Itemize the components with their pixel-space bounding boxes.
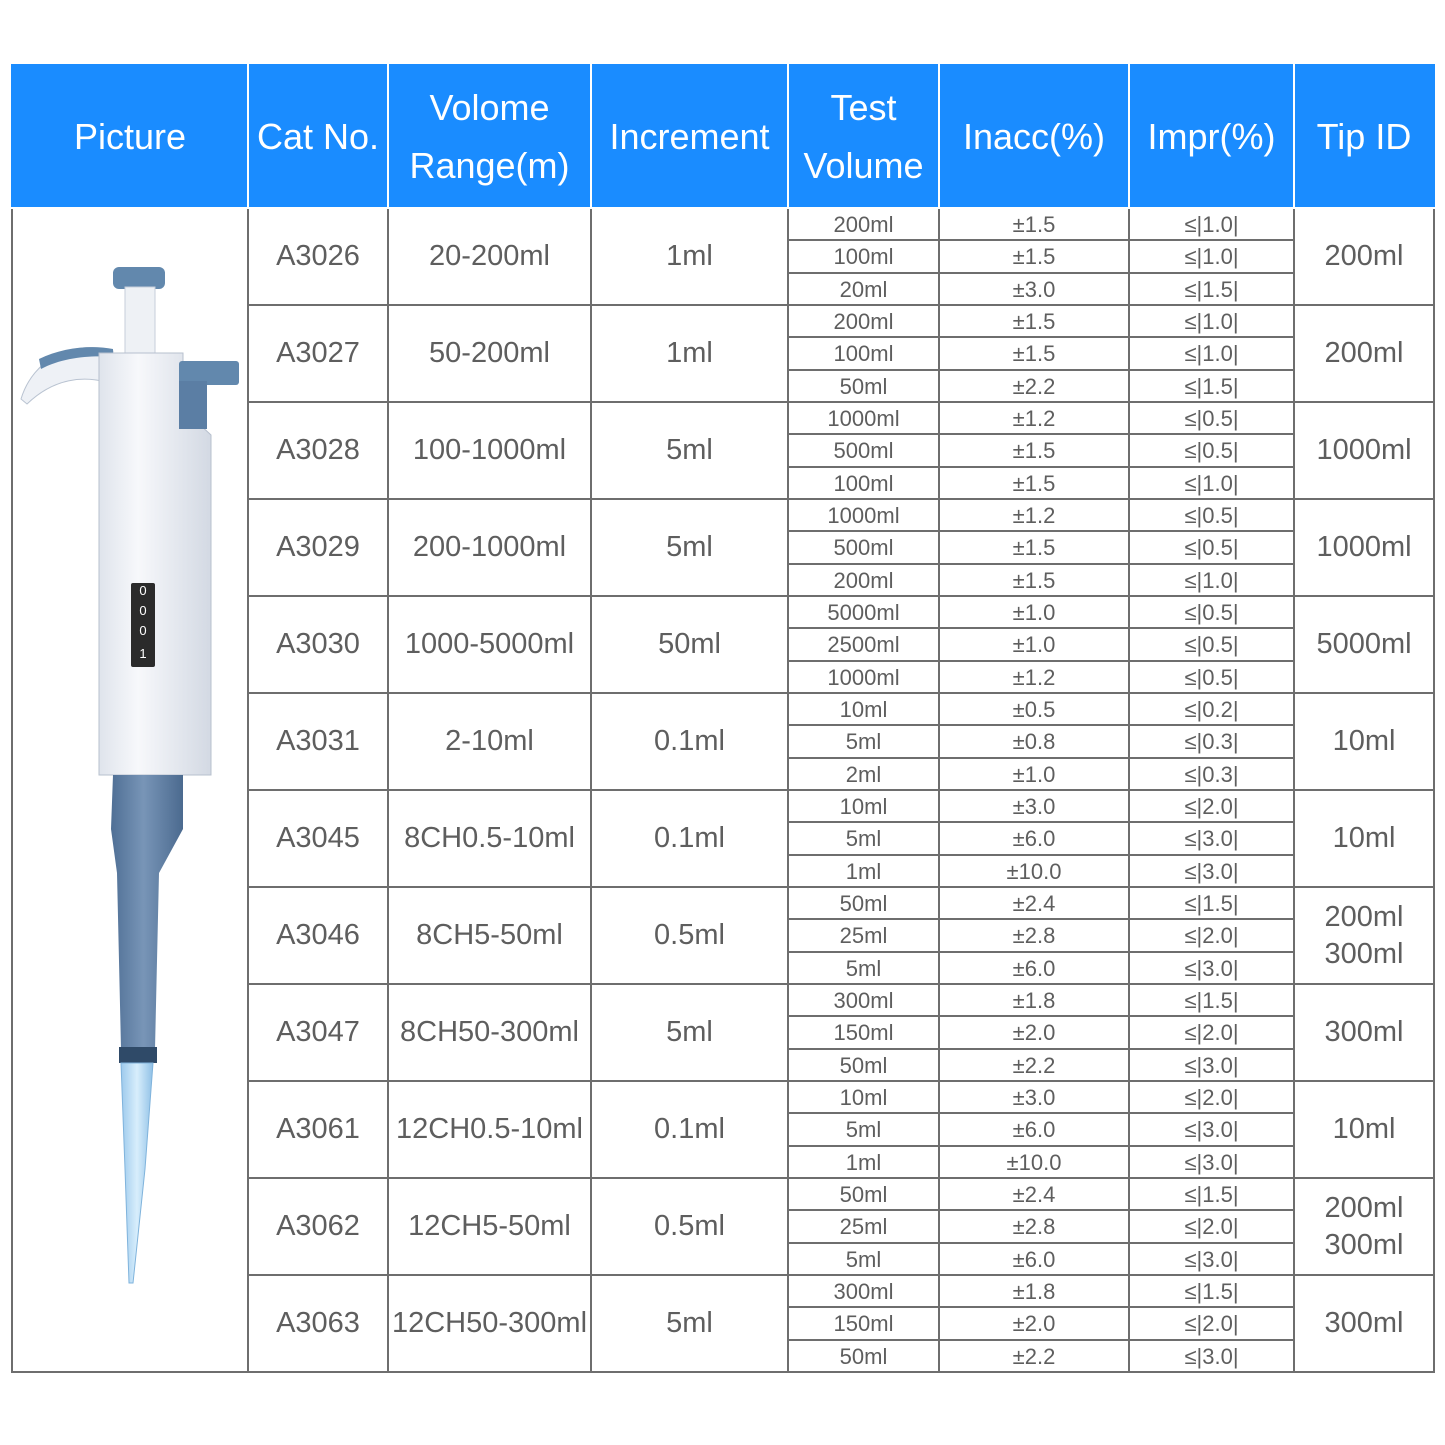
test-volume-cell: 50ml (788, 1340, 939, 1372)
impr-cell: ≤|3.0| (1129, 952, 1294, 984)
test-volume-cell: 10ml (788, 1081, 939, 1113)
cat-no-cell: A3027 (248, 305, 388, 402)
table-body (12, 208, 1434, 1372)
test-volume-cell: 10ml (788, 693, 939, 725)
impr-cell: ≤|3.0| (1129, 1146, 1294, 1178)
header-volume-line2: Range(m) (409, 144, 570, 186)
counter-digit-2: 0 (139, 603, 147, 618)
header-increment: Increment (591, 65, 788, 208)
header-cat-no: Cat No. (248, 65, 388, 208)
cat-no-cell: A3031 (248, 693, 388, 790)
test-volume-cell: 2500ml (788, 628, 939, 661)
impr-cell: ≤|3.0| (1129, 822, 1294, 855)
impr-cell: ≤|3.0| (1129, 1049, 1294, 1081)
tip-id-value: 1000ml (1316, 531, 1412, 563)
test-volume-cell: 200ml (788, 564, 939, 596)
volume-range-cell: 12CH5-50ml (388, 1178, 591, 1275)
cat-no-cell: A3063 (248, 1275, 388, 1372)
test-volume-cell: 100ml (788, 240, 939, 273)
header-inacc: Inacc(%) (939, 65, 1129, 208)
inacc-cell: ±1.0 (939, 758, 1129, 790)
cat-no-cell: A3046 (248, 887, 388, 984)
impr-cell: ≤|1.0| (1129, 240, 1294, 273)
impr-cell: ≤|1.5| (1129, 370, 1294, 402)
impr-cell: ≤|2.0| (1129, 1016, 1294, 1049)
tip-id-value: 5000ml (1316, 628, 1412, 660)
counter-digit-1: 0 (139, 583, 147, 598)
volume-range-cell: 12CH50-300ml (388, 1275, 591, 1372)
tip-id-cell (1294, 499, 1434, 596)
impr-cell: ≤|1.5| (1129, 1178, 1294, 1210)
impr-cell: ≤|0.3| (1129, 758, 1294, 790)
table-row (12, 208, 1434, 240)
cat-no-cell: A3045 (248, 790, 388, 887)
tip-id-cell (1294, 1178, 1434, 1275)
inacc-cell: ±1.2 (939, 499, 1129, 531)
inacc-cell: ±1.2 (939, 661, 1129, 693)
inacc-cell: ±1.8 (939, 1275, 1129, 1307)
tip-id-cell (1294, 305, 1434, 402)
cat-no-cell: A3030 (248, 596, 388, 693)
increment-cell: 5ml (591, 402, 788, 499)
tip-id-value: 200ml (1324, 240, 1404, 272)
volume-range-cell: 12CH0.5-10ml (388, 1081, 591, 1178)
inacc-cell: ±3.0 (939, 1081, 1129, 1113)
header-picture: Picture (12, 65, 248, 208)
inacc-cell: ±6.0 (939, 1243, 1129, 1275)
volume-range-cell: 20-200ml (388, 208, 591, 305)
inacc-cell: ±0.5 (939, 693, 1129, 725)
increment-cell: 1ml (591, 305, 788, 402)
test-volume-cell: 200ml (788, 305, 939, 337)
volume-range-cell: 100-1000ml (388, 402, 591, 499)
inacc-cell: ±2.0 (939, 1307, 1129, 1340)
inacc-cell: ±2.2 (939, 370, 1129, 402)
tip-id-cell (1294, 1081, 1434, 1178)
impr-cell: ≤|3.0| (1129, 855, 1294, 887)
inacc-cell: ±1.5 (939, 531, 1129, 564)
cat-no-cell: A3029 (248, 499, 388, 596)
increment-cell: 5ml (591, 1275, 788, 1372)
impr-cell: ≤|1.5| (1129, 984, 1294, 1016)
tip-id-value: 200ml (1324, 900, 1404, 933)
inacc-cell: ±2.2 (939, 1340, 1129, 1372)
impr-cell: ≤|1.0| (1129, 208, 1294, 240)
tip-id-cell (1294, 1275, 1434, 1372)
increment-cell: 50ml (591, 596, 788, 693)
inacc-cell: ±1.5 (939, 467, 1129, 499)
inacc-cell: ±1.5 (939, 434, 1129, 467)
increment-cell: 1ml (591, 208, 788, 305)
inacc-cell: ±10.0 (939, 1146, 1129, 1178)
test-volume-cell: 5ml (788, 952, 939, 984)
tip-id-value: 10ml (1332, 1113, 1396, 1145)
test-volume-cell: 5ml (788, 1243, 939, 1275)
inacc-cell: ±1.8 (939, 984, 1129, 1016)
impr-cell: ≤|1.5| (1129, 1275, 1294, 1307)
test-volume-cell: 25ml (788, 919, 939, 952)
volume-range-cell: 8CH5-50ml (388, 887, 591, 984)
impr-cell: ≤|3.0| (1129, 1340, 1294, 1372)
volume-range-cell: 50-200ml (388, 305, 591, 402)
tip-id-value: 200ml (1324, 337, 1404, 369)
impr-cell: ≤|0.5| (1129, 402, 1294, 434)
tip-id-value: 200ml (1324, 1191, 1404, 1224)
header-volume-range (388, 65, 591, 208)
test-volume-cell: 50ml (788, 1049, 939, 1081)
inacc-cell: ±2.8 (939, 1210, 1129, 1243)
tip-id-cell (1294, 790, 1434, 887)
tip-id-value: 300ml (1324, 1307, 1404, 1339)
test-volume-cell: 5ml (788, 822, 939, 855)
impr-cell: ≤|3.0| (1129, 1243, 1294, 1275)
tip-id-cell (1294, 596, 1434, 693)
impr-cell: ≤|1.5| (1129, 273, 1294, 305)
cat-no-cell: A3062 (248, 1178, 388, 1275)
test-volume-cell: 20ml (788, 273, 939, 305)
inacc-cell: ±3.0 (939, 273, 1129, 305)
impr-cell: ≤|1.0| (1129, 337, 1294, 370)
increment-cell: 0.1ml (591, 693, 788, 790)
test-volume-cell: 1000ml (788, 661, 939, 693)
impr-cell: ≤|1.5| (1129, 887, 1294, 919)
test-volume-cell: 300ml (788, 1275, 939, 1307)
test-volume-cell: 50ml (788, 370, 939, 402)
specification-table (11, 64, 1435, 1373)
test-volume-cell: 50ml (788, 887, 939, 919)
inacc-cell: ±3.0 (939, 790, 1129, 822)
inacc-cell: ±1.5 (939, 564, 1129, 596)
test-volume-cell: 150ml (788, 1016, 939, 1049)
test-volume-cell: 300ml (788, 984, 939, 1016)
tip-id-cell (1294, 693, 1434, 790)
cat-no-cell: A3047 (248, 984, 388, 1081)
inacc-cell: ±1.5 (939, 240, 1129, 273)
tip-id-value: 300ml (1324, 1228, 1404, 1261)
inacc-cell: ±2.2 (939, 1049, 1129, 1081)
test-volume-cell: 5ml (788, 725, 939, 758)
increment-cell: 5ml (591, 499, 788, 596)
impr-cell: ≤|0.5| (1129, 434, 1294, 467)
test-volume-cell: 500ml (788, 531, 939, 564)
tip-id-cell (1294, 887, 1434, 984)
impr-cell: ≤|2.0| (1129, 1210, 1294, 1243)
picture-cell (12, 208, 248, 1372)
volume-range-cell: 8CH0.5-10ml (388, 790, 591, 887)
impr-cell: ≤|1.0| (1129, 467, 1294, 499)
impr-cell: ≤|2.0| (1129, 919, 1294, 952)
header-tip-id: Tip ID (1294, 65, 1434, 208)
cat-no-cell: A3028 (248, 402, 388, 499)
inacc-cell: ±1.0 (939, 628, 1129, 661)
tip-id-value: 300ml (1324, 1016, 1404, 1048)
test-volume-cell: 150ml (788, 1307, 939, 1340)
volume-range-cell: 1000-5000ml (388, 596, 591, 693)
increment-cell: 0.1ml (591, 1081, 788, 1178)
inacc-cell: ±10.0 (939, 855, 1129, 887)
inacc-cell: ±1.5 (939, 208, 1129, 240)
volume-range-cell: 2-10ml (388, 693, 591, 790)
inacc-cell: ±1.2 (939, 402, 1129, 434)
impr-cell: ≤|0.3| (1129, 725, 1294, 758)
tip-id-cell (1294, 208, 1434, 305)
header-test-line2: Volume (803, 144, 924, 186)
tip-id-value: 10ml (1332, 822, 1396, 854)
test-volume-cell: 10ml (788, 790, 939, 822)
impr-cell: ≤|0.5| (1129, 628, 1294, 661)
test-volume-cell: 1ml (788, 855, 939, 887)
impr-cell: ≤|1.0| (1129, 305, 1294, 337)
inacc-cell: ±2.0 (939, 1016, 1129, 1049)
cat-no-cell: A3026 (248, 208, 388, 305)
test-volume-cell: 1000ml (788, 402, 939, 434)
impr-cell: ≤|2.0| (1129, 790, 1294, 822)
test-volume-cell: 5000ml (788, 596, 939, 628)
increment-cell: 0.5ml (591, 887, 788, 984)
tip-id-value: 1000ml (1316, 434, 1412, 466)
test-volume-cell: 50ml (788, 1178, 939, 1210)
test-volume-cell: 200ml (788, 208, 939, 240)
test-volume-cell: 5ml (788, 1113, 939, 1146)
counter-digit-3: 0 (139, 623, 147, 638)
tip-id-cell (1294, 402, 1434, 499)
impr-cell: ≤|0.5| (1129, 661, 1294, 693)
test-volume-cell: 100ml (788, 337, 939, 370)
impr-cell: ≤|0.2| (1129, 693, 1294, 725)
impr-cell: ≤|0.5| (1129, 531, 1294, 564)
tip-id-value: 300ml (1324, 937, 1404, 970)
test-volume-cell: 1ml (788, 1146, 939, 1178)
tip-id-cell (1294, 984, 1434, 1081)
header-test-volume (788, 65, 939, 208)
header-test-line1: Test (830, 86, 897, 128)
increment-cell: 0.1ml (591, 790, 788, 887)
counter-digit-4: 1 (139, 646, 147, 661)
test-volume-cell: 500ml (788, 434, 939, 467)
header-row (12, 65, 1434, 208)
test-volume-cell: 1000ml (788, 499, 939, 531)
volume-range-cell: 200-1000ml (388, 499, 591, 596)
increment-cell: 0.5ml (591, 1178, 788, 1275)
inacc-cell: ±0.8 (939, 725, 1129, 758)
inacc-cell: ±2.4 (939, 887, 1129, 919)
inacc-cell: ±6.0 (939, 1113, 1129, 1146)
inacc-cell: ±2.8 (939, 919, 1129, 952)
header-volume-line1: Volome (429, 86, 550, 128)
impr-cell: ≤|1.0| (1129, 564, 1294, 596)
inacc-cell: ±1.0 (939, 596, 1129, 628)
impr-cell: ≤|2.0| (1129, 1307, 1294, 1340)
impr-cell: ≤|2.0| (1129, 1081, 1294, 1113)
tip-id-value: 10ml (1332, 725, 1396, 757)
pipette-icon (13, 209, 245, 1355)
inacc-cell: ±1.5 (939, 337, 1129, 370)
inacc-cell: ±2.4 (939, 1178, 1129, 1210)
inacc-cell: ±6.0 (939, 952, 1129, 984)
header-impr: Impr(%) (1129, 65, 1294, 208)
test-volume-cell: 100ml (788, 467, 939, 499)
inacc-cell: ±6.0 (939, 822, 1129, 855)
test-volume-cell: 25ml (788, 1210, 939, 1243)
cat-no-cell: A3061 (248, 1081, 388, 1178)
test-volume-cell: 2ml (788, 758, 939, 790)
increment-cell: 5ml (591, 984, 788, 1081)
impr-cell: ≤|3.0| (1129, 1113, 1294, 1146)
volume-range-cell: 8CH50-300ml (388, 984, 591, 1081)
impr-cell: ≤|0.5| (1129, 499, 1294, 531)
inacc-cell: ±1.5 (939, 305, 1129, 337)
impr-cell: ≤|0.5| (1129, 596, 1294, 628)
